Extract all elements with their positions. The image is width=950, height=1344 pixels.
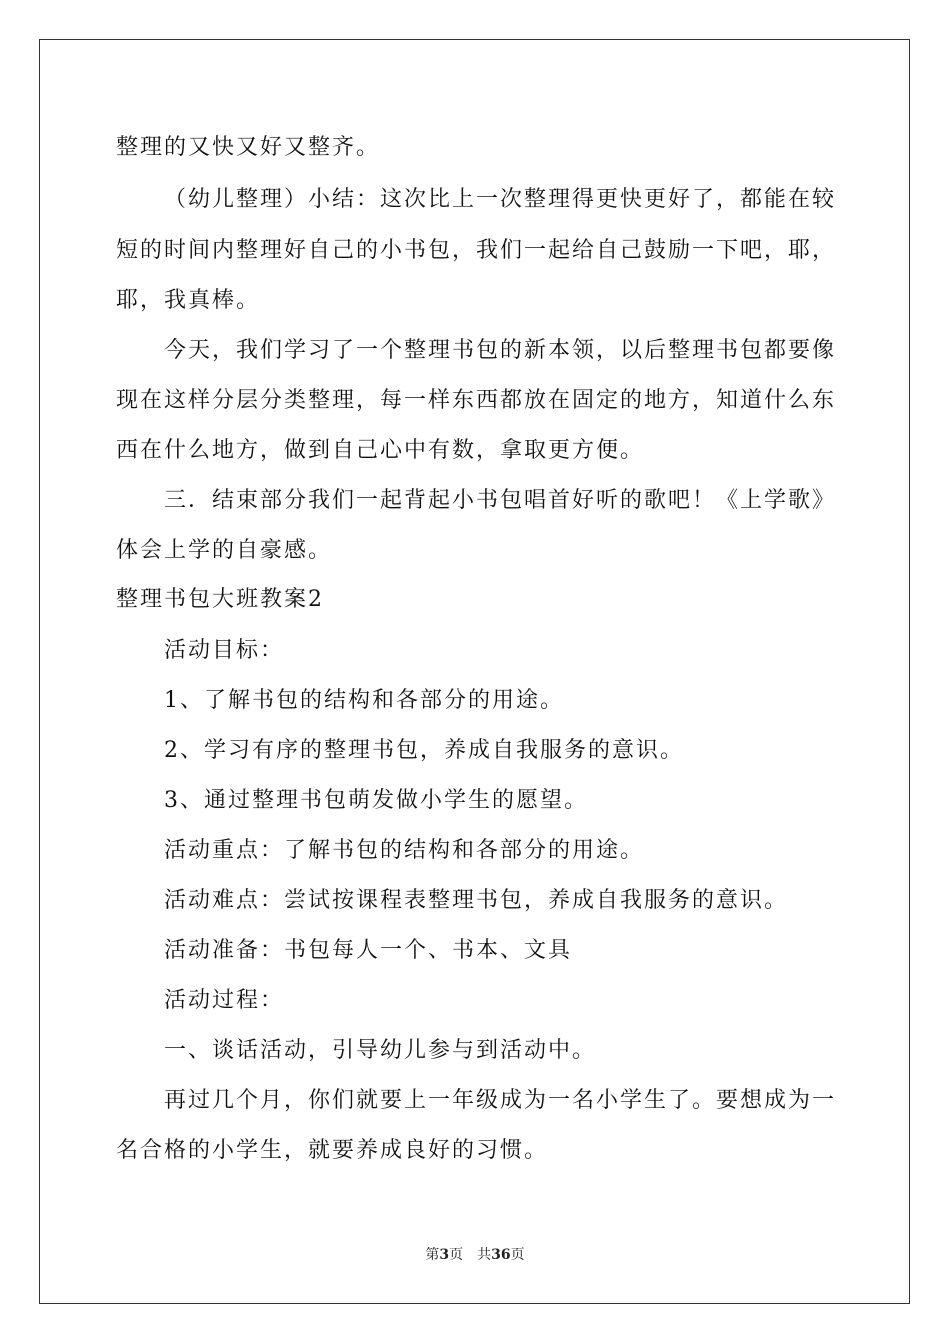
footer-total-pages: 36 xyxy=(491,1247,511,1263)
footer-page-suffix: 页 xyxy=(510,1247,525,1263)
text-line: 3、通过整理书包萌发做小学生的愿望。 xyxy=(164,788,588,813)
text-line: 再过几个月，你们就要上一年级成为一名小学生了。要想成为一 xyxy=(164,1088,837,1113)
text-line: 今天，我们学习了一个整理书包的新本领，以后整理书包都要像 xyxy=(164,338,837,363)
footer-page-middle: 页 共 xyxy=(449,1247,492,1263)
text-line: 活动准备：书包每人一个、书本、文具 xyxy=(164,938,573,963)
section-heading: 整理书包大班教案2 xyxy=(116,587,324,612)
text-line: 整理的又快又好又整齐。 xyxy=(116,135,381,160)
text-line: 名合格的小学生，就要养成良好的习惯。 xyxy=(116,1138,549,1163)
text-line: 三．结束部分我们一起背起小书包唱首好听的歌吧！《上学歌》 xyxy=(164,488,837,513)
footer-page-prefix: 第 xyxy=(425,1247,440,1263)
text-line: 现在这样分层分类整理，每一样东西都放在固定的地方，知道什么东 xyxy=(116,388,837,413)
text-line: 活动重点：了解书包的结构和各部分的用途。 xyxy=(164,838,645,863)
text-line: 体会上学的自豪感。 xyxy=(116,538,333,563)
text-line: 西在什么地方，做到自己心中有数，拿取更方便。 xyxy=(116,438,645,463)
footer-current-page: 3 xyxy=(439,1247,450,1263)
text-line: 活动难点：尝试按课程表整理书包，养成自我服务的意识。 xyxy=(164,888,789,913)
text-line: 2、学习有序的整理书包，养成自我服务的意识。 xyxy=(164,738,684,763)
text-line: 活动过程： xyxy=(164,988,285,1013)
text-line: 短的时间内整理好自己的小书包，我们一起给自己鼓励一下吧，耶， xyxy=(116,238,837,263)
text-line: （幼儿整理）小结：这次比上一次整理得更快更好了，都能在较 xyxy=(164,187,837,212)
text-line: 一、谈话活动，引导幼儿参与到活动中。 xyxy=(164,1038,597,1063)
page-footer xyxy=(0,1246,950,1264)
text-line: 1、了解书包的结构和各部分的用途。 xyxy=(164,688,564,713)
text-line: 活动目标： xyxy=(164,638,285,663)
text-line: 耶，我真棒。 xyxy=(116,288,261,313)
